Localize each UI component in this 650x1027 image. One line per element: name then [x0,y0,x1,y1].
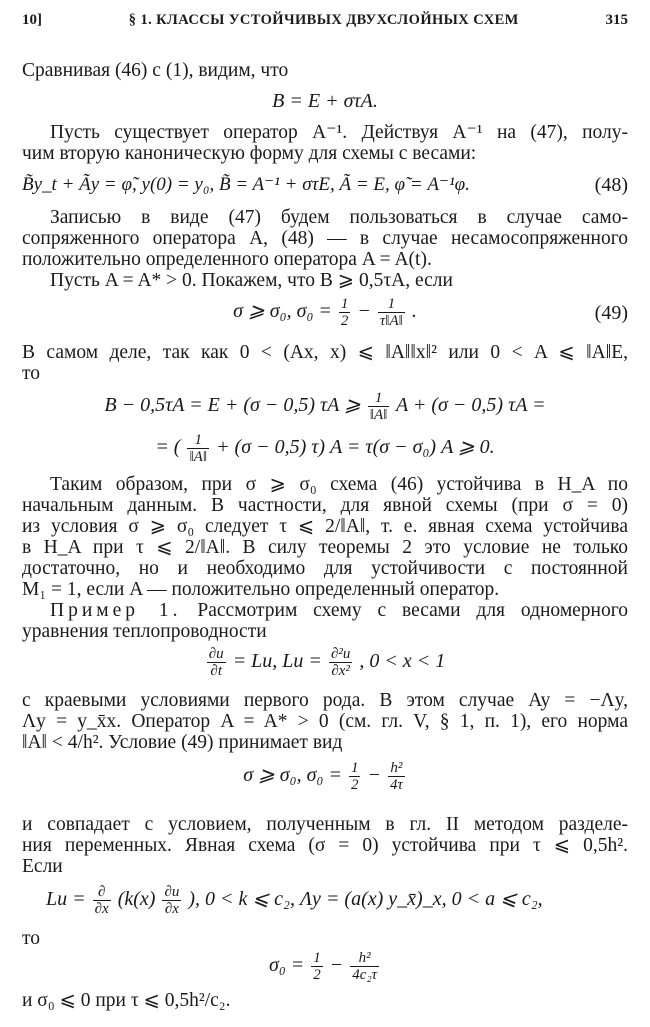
eq-s-f1-den: 2 [350,777,359,793]
eq49-fraction-2 [378,296,405,329]
eq-long1-fraction [368,390,390,423]
eq-long2-fraction [187,432,209,465]
eq-long1-fnum: 1 [368,390,390,407]
eq-lu-f2-num: ∂u [164,884,180,900]
paragraph-9-line-1: и совпадает с условием, полученным в гл. II методом разделе- [22,814,628,835]
eq-lu-f1-num: ∂ [93,884,111,901]
eq-final-minus: − [329,954,344,977]
paragraph-5-line-2: то [22,363,41,384]
eq-lu-mid: (k(x) [117,888,156,911]
equation-sigma [0,760,650,793]
eq-s-minus: − [367,764,381,787]
heat-fraction-2 [329,646,352,679]
paragraph-3-line-1: Записью в виде (47) будем пользоваться в случае само- [50,207,628,228]
paragraph-6-line-3: из условия σ ⩾ σ₀ следует τ ⩽ 2/‖A‖, т. е. явная схема устойчива [22,516,628,537]
example-text: Рассмотрим схему с весами для одномерного [197,600,629,621]
eq-final-fraction-1 [311,950,323,983]
paragraph-2-line-1: Пусть существует оператор A⁻¹. Действуя A⁻¹ на (47), полу- [50,122,628,143]
eq-s-f1-num: 1 [350,760,359,776]
running-header [22,12,628,38]
paragraph-3-line-2: сопряженного оператора A, (48) — в случае несамосопряженного [22,228,628,249]
paragraph-6-line-2: начальным данным. В частности, для явной схемы (при σ = 0) [22,495,628,516]
eq49-f1-den: 2 [340,313,349,329]
paragraph-3-line-3: положительно определенного оператора A = A(t). [22,249,432,270]
eq-lu-fraction-1 [93,884,111,917]
heat-right: , 0 < x < 1 [359,650,446,673]
eq-long1-fden: ‖A‖ [369,407,388,423]
heat-mid: = Lu, Lu = [232,650,322,673]
equation-48: B̃y_t + Ãy = φ̃, y(0) = y₀, B̃ = A⁻¹ + στE, Ã = E, φ̃ = A⁻¹φ. [22,174,470,195]
eq-long2-fden: ‖A‖ [189,449,208,465]
paragraph-8-line-2: Λy = y_x̄x. Оператор A = A* > 0 (см. гл. V, § 1, п. 1), его норма [22,711,628,732]
eq-s-f2-den: 4τ [389,777,403,793]
eq49-dot: . [411,300,417,323]
eq-final-left: σ₀ = [268,954,305,977]
eq-s-left: σ ⩾ σ₀, σ₀ = [243,764,342,787]
example-1-line-1 [22,600,628,622]
equation-49 [0,296,650,329]
paragraph-6-line-6: M₁ = 1, если A — положительно определенный оператор. [22,579,500,600]
paragraph-9-line-2: ния переменных. Явная схема (σ = 0) устойчива при τ ⩽ 0,5h². [22,835,628,856]
eq-long2-fnum: 1 [187,432,209,449]
eq-final-f2-num: h² [350,950,379,967]
eq49-minus: − [357,300,371,323]
example-1-line-2: уравнения теплопроводности [22,621,267,642]
eq-lu-f2-den: ∂x [164,901,179,917]
equation-long-1 [0,390,650,423]
paragraph-8-line-3: ‖A‖ < 4/h². Условие (49) принимает вид [22,732,343,753]
paragraph-6-line-4: в H_A при τ ⩽ 2/‖A‖. В силу теоремы 2 это условие не только [22,537,628,558]
eq-long1-right: A + (σ − 0,5) τA = [396,394,546,417]
eq-s-fraction-2 [388,760,405,793]
page-number: 315 [605,12,628,28]
eq-lu-left: Lu = [46,888,86,911]
eq-final-f1-num: 1 [313,950,321,966]
paragraph-6-line-1: Таким образом, при σ ⩾ σ₀ схема (46) устойчива в H_A по [50,474,628,495]
eq-s-f2-num: h² [388,760,405,777]
paragraph-4: Пусть A = A* > 0. Покажем, что B ⩾ 0,5τA, если [50,270,453,291]
eq-long2-left: = ( [155,436,181,459]
paragraph-6-line-5: достаточно, но и необходимо для устойчивости с постоянной [22,558,628,579]
chapter-title: § 1. КЛАССЫ УСТОЙЧИВЫХ ДВУХСЛОЙНЫХ СХЕМ [128,12,519,28]
paragraph-5-line-1: В самом деле, так как 0 < (Ax, x) ⩽ ‖A‖‖x‖² или 0 < A ⩽ ‖A‖E, [22,342,628,363]
eq-final-fraction-2 [350,950,379,983]
equation-final [0,950,650,983]
paragraph-2-line-2: чим вторую каноническую форму для схемы с весами: [22,143,477,164]
eq49-f2-num: 1 [378,296,405,313]
paragraph-9-line-3: Если [22,856,63,877]
equation-b: B = E + στA. [272,90,378,112]
eq49-f2-den: τ‖A‖ [379,313,403,329]
section-number: 10] [22,12,42,28]
heat-fraction-1 [207,646,226,679]
equation-lu [46,884,636,917]
equation-heat [0,646,650,679]
eq-lu-right: ), 0 < k ⩽ c₂, Λy = (a(x) y_x̄)_x, 0 < a ⩽ c₂, [188,888,543,911]
eq49-left: σ ⩾ σ₀, σ₀ = [233,300,332,323]
eq-s-fraction-1 [349,760,361,793]
eq-final-f1-den: 2 [313,967,321,983]
heat-f1-num: ∂u [208,646,224,662]
heat-f2-num: ∂²u [330,646,351,662]
paragraph-8-line-1: с краевыми условиями первого рода. В этом случае Ay = −Λy, [22,690,628,711]
eq-long2-right: + (σ − 0,5) τ) A = τ(σ − σ₀) A ⩾ 0. [216,436,495,459]
eq-long1-left: B − 0,5τA = E + (σ − 0,5) τA ⩾ [104,394,361,417]
paragraph-11: и σ₀ ⩽ 0 при τ ⩽ 0,5h²/c₂. [22,990,231,1011]
eq-lu-fraction-2 [162,884,181,917]
eq-final-f2-den: 4c₂τ [352,967,378,983]
heat-f2-den: ∂x² [331,663,350,679]
paragraph-1: Сравнивая (46) с (1), видим, что [22,60,289,81]
eq-lu-f1-den: ∂x [94,901,109,917]
eq49-fraction-1 [339,296,351,329]
eq49-f1-num: 1 [340,296,349,312]
paragraph-10: то [22,928,41,949]
example-label: Пример 1. [50,600,182,621]
equation-49-number: (49) [594,302,628,324]
heat-f1-den: ∂t [210,663,223,679]
equation-48-number: (48) [594,174,628,196]
equation-long-2 [0,432,650,465]
